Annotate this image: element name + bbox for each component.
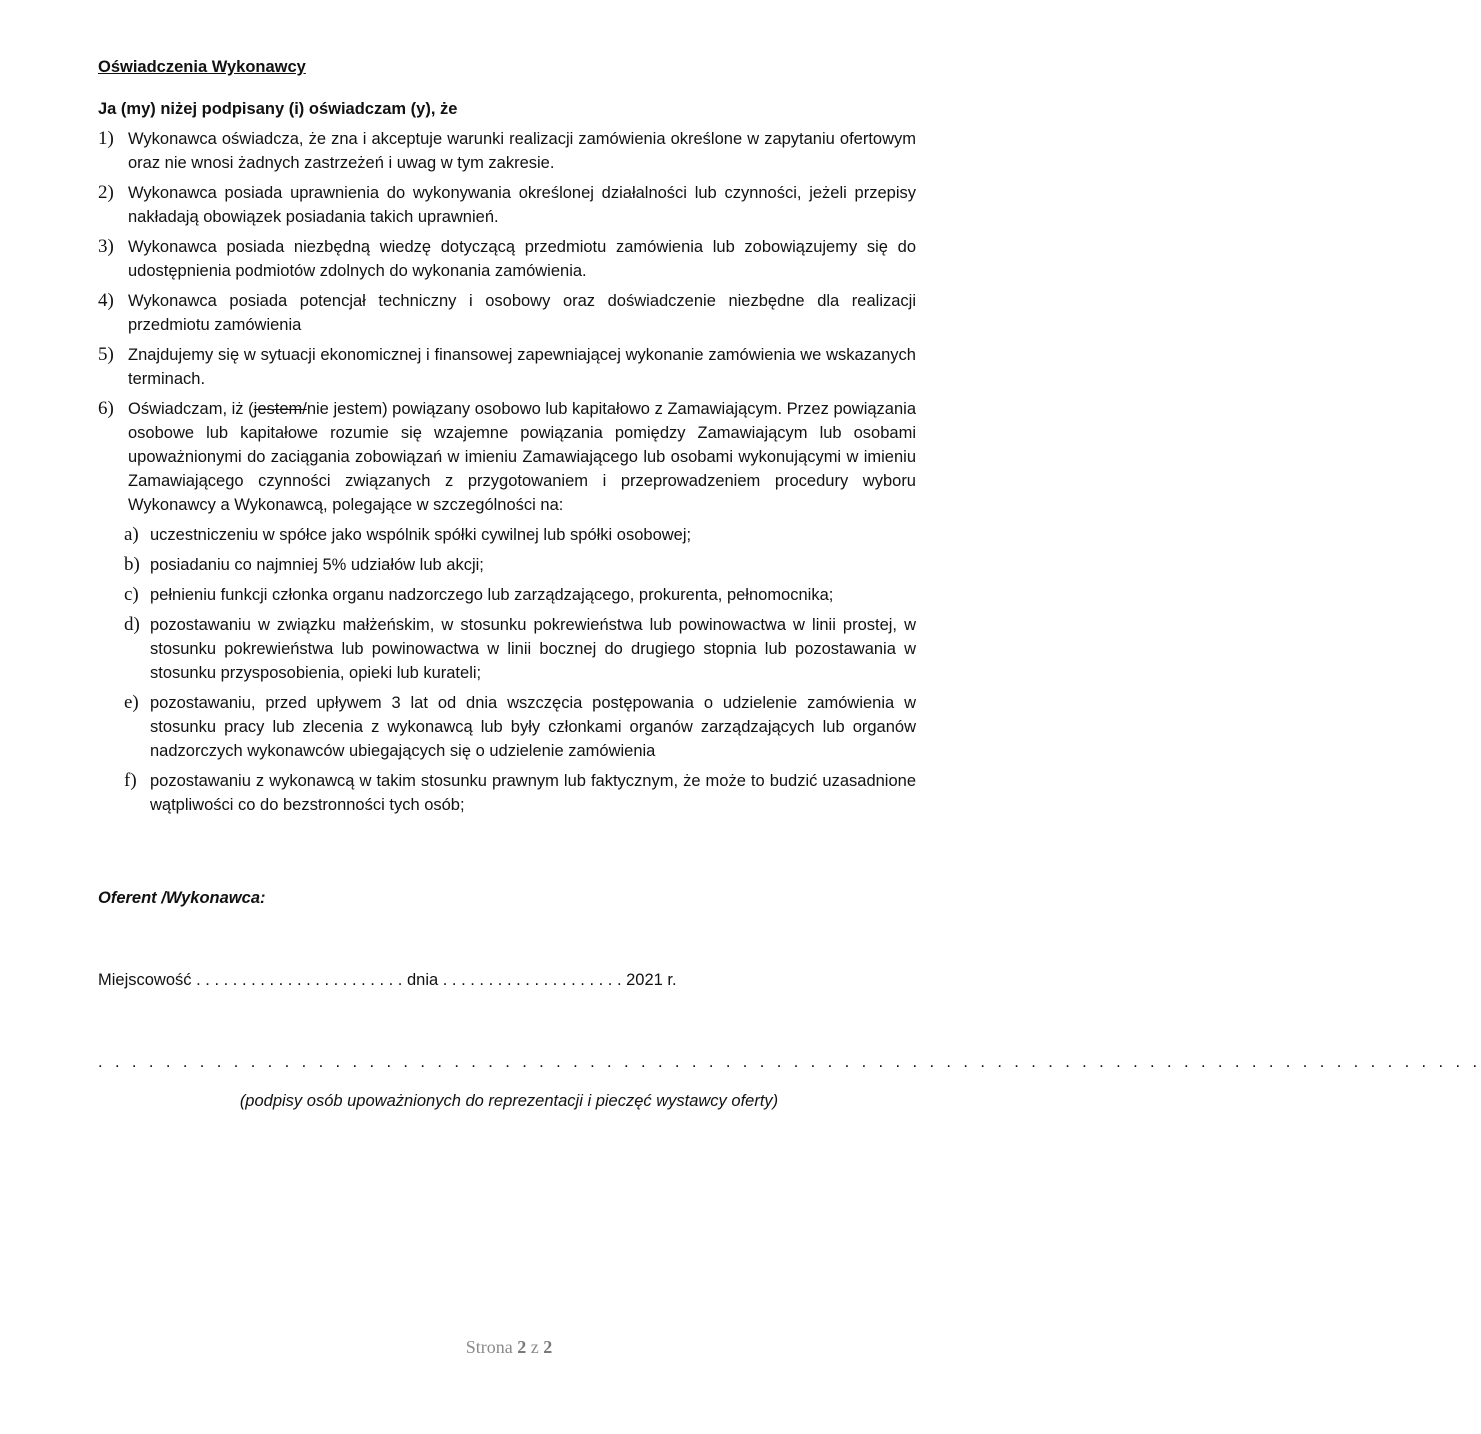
item-text: Wykonawca posiada uprawnienia do wykonywania określonej działalności lub czynności, jeżeli przepisy nakładają obowiązek posiadania takich uprawnień. [128, 184, 916, 226]
subitem-text: pozostawaniu, przed upływem 3 lat od dnia wszczęcia postępowania o udzielenie zamówienia w stosunku pracy lub zlecenia z wykonawcą lub były członkami organów zarządzających lub organów nadzorczych wykonawców ubiegających się o udzielenie zamówienia [150, 694, 916, 760]
intro-statement: Ja (my) niżej podpisany (i) oświadczam (y), że [98, 100, 458, 118]
item-number: 2) [98, 182, 114, 203]
oferent-heading: Oferent /Wykonawca: [98, 889, 266, 907]
item-number: 1) [98, 128, 114, 149]
signature-line: . . . . . . . . . . . . . . . . . . . . . . . . . . . . . . . . . . . . . . . . . . . . . . . . . . . . . . . . . . . . . . . . . . . . . . . . . . . . . . . . . . [98, 1053, 1481, 1071]
item-text: Wykonawca posiada niezbędną wiedzę dotyczącą przedmiotu zamówienia lub zobowiązujemy się do udostępnienia podmiotów zdolnych do wykonania zamówienia. [128, 238, 916, 280]
sublist-item [124, 523, 916, 547]
footer-page-number: 2 [517, 1337, 527, 1357]
sublist-item [124, 613, 916, 685]
sublist-item [124, 769, 916, 817]
footer-middle: z [526, 1337, 544, 1357]
item-text: Wykonawca oświadcza, że zna i akceptuje warunki realizacji zamówienia określone w zapytaniu ofertowym oraz nie wnosi żadnych zastrzeżeń i uwag w tym zakresie. [128, 130, 916, 172]
list-item [98, 343, 916, 391]
subitem-letter: f) [124, 770, 137, 791]
item-number: 4) [98, 290, 114, 311]
page-title: Oświadczenia Wykonawcy [98, 58, 306, 76]
subitem-letter: d) [124, 614, 140, 635]
list-item [98, 235, 916, 283]
footer-page-total: 2 [543, 1337, 553, 1357]
sublist-item [124, 691, 916, 763]
item-text-before: Oświadczam, iż ( [128, 400, 254, 418]
list-item [98, 127, 916, 175]
declarations-list [98, 127, 916, 823]
page-footer [0, 1337, 1018, 1358]
subitem-letter: a) [124, 524, 139, 545]
subitem-letter: b) [124, 554, 140, 575]
list-item [98, 181, 916, 229]
struck-text: jestem/ [253, 400, 307, 418]
subitem-letter: c) [124, 584, 139, 605]
item-text: Znajdujemy się w sytuacji ekonomicznej i finansowej zapewniającej wykonanie zamówienia we wskazanych terminach. [128, 346, 916, 388]
subitem-text: pełnieniu funkcji członka organu nadzorczego lub zarządzającego, prokurenta, pełnomocnika; [150, 586, 834, 604]
item-text [128, 397, 916, 517]
list-item [98, 289, 916, 337]
signature-caption: (podpisy osób upoważnionych do reprezentacji i pieczęć wystawcy oferty) [239, 1092, 779, 1110]
item-number: 3) [98, 236, 114, 257]
subitem-text: pozostawaniu z wykonawcą w takim stosunku prawnym lub faktycznym, że może to budzić uzasadnione wątpliwości co do bezstronności tych osób; [150, 772, 916, 814]
footer-prefix: Strona [465, 1337, 518, 1357]
item-text: Wykonawca posiada potencjał techniczny i osobowy oraz doświadczenie niezbędne dla realizacji przedmiotu zamówienia [128, 292, 916, 334]
list-item-relationship [98, 397, 916, 517]
item-number: 6) [98, 398, 114, 419]
subitem-letter: e) [124, 692, 139, 713]
place-date-line: Miejscowość . . . . . . . . . . . . . . . . . . . . . . . dnia . . . . . . . . . . . . . . . . . . . . 2021 r. [98, 971, 677, 989]
subitem-text: uczestniczeniu w spółce jako wspólnik spółki cywilnej lub spółki osobowej; [150, 526, 692, 544]
subitem-text: pozostawaniu w związku małżeńskim, w stosunku pokrewieństwa lub powinowactwa w linii prostej, w stosunku pokrewieństwa lub powinowactwa w linii bocznej do drugiego stopnia lub pozostawania w stosunku przysposobienia, opieki lub kurateli; [150, 616, 916, 682]
sublist-item [124, 583, 916, 607]
item-text-after: nie jestem) powiązany osobowo lub kapitałowo z Zamawiającym. Przez powiązania osobowe lub kapitałowe rozumie się wzajemne powiązania pomiędzy Zamawiającym lub osobami upoważnionymi do zaciągania zobowiązań w imieniu Zamawiającego lub osobami wykonującymi w imieniu Zamawiającego czynności związanych z przygotowaniem i przeprowadzeniem procedury wyboru Wykonawcy a Wykonawcą, polegające w szczególności na: [128, 400, 917, 514]
item-number: 5) [98, 344, 114, 365]
sublist-item [124, 553, 916, 577]
subitem-text: posiadaniu co najmniej 5% udziałów lub akcji; [150, 556, 484, 574]
relationship-sublist [124, 523, 916, 817]
